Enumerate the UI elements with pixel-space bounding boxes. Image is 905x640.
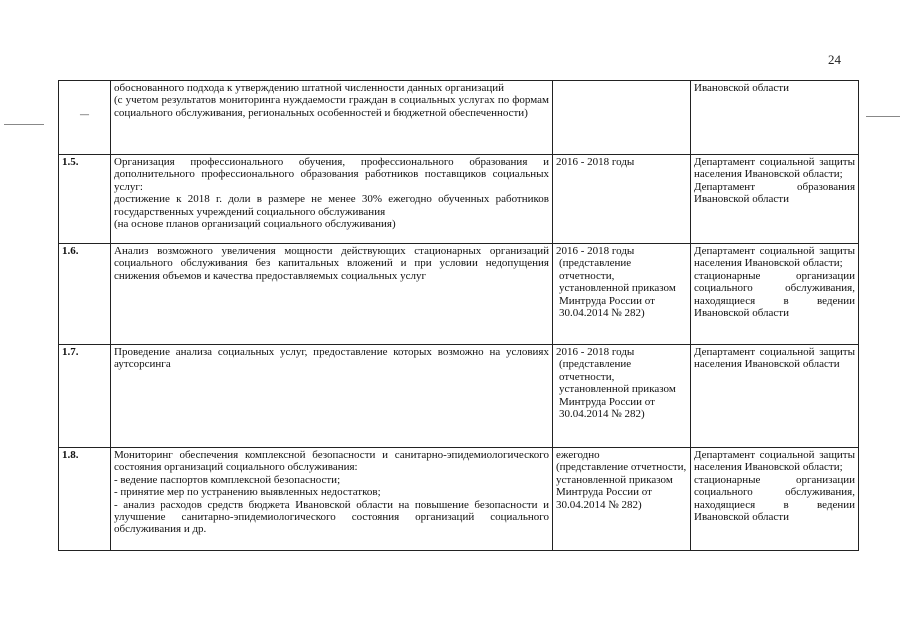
term-text: 2016 - 2018 годы [556,346,635,358]
term-text: ежегодно [556,449,600,461]
scan-mark-left [4,124,44,125]
activity-cell [111,345,553,448]
row-number-cell [59,345,111,448]
table-row [59,81,859,155]
row-number-cell [59,448,111,551]
responsible-text: Департамент социальной защиты населения Ивановской области [694,346,855,371]
row-number-cell [59,155,111,244]
activity-cell [111,155,553,244]
activity-text: - ведение паспортов комплексной безопасности; [114,473,341,486]
term-note: (представление отчетности, установленной приказом Минтруда России от 30.04.2014 № 282) [556,461,687,511]
activity-cell [111,81,553,155]
table-row [59,345,859,448]
row-number-cell [59,244,111,345]
activity-cell [111,244,553,345]
responsible-text: Департамент социальной защиты населения Ивановской области; [694,245,855,270]
row-number: 1.7. [62,346,79,358]
term-text: 2016 - 2018 годы [556,245,635,257]
term-note: (представление отчетности, установленной приказом Минтруда России от 30.04.2014 № 282) [559,358,676,421]
responsible-text: стационарные организации социального обслуживания, находящиеся в ведении Ивановской области [694,269,855,320]
scan-mark-right [866,116,900,117]
row-number: 1.5. [62,156,79,168]
responsible-cell [691,81,859,155]
activity-text: (на основе планов организаций социального обслуживания) [114,218,396,231]
row-number-mark: — [80,109,89,119]
responsible-cell [691,448,859,551]
plan-table [58,80,859,551]
activity-text: Анализ возможного увеличения мощности действующих стационарных организаций социального обслуживания без капитальных вложений и при условии недопущения снижения объемов и качества предоставляемых социальных услуг [114,245,549,282]
term-note: (представление отчетности, установленной приказом Минтруда России от 30.04.2014 № 282) [559,257,676,320]
table-row [59,244,859,345]
activity-text: - принятие мер по устранению выявленных недостатков; [114,486,381,499]
activity-text: обоснованного подхода к утверждению штатной численности данных организаций [114,82,505,94]
responsible-cell [691,155,859,244]
activity-text: Организация профессионального обучения, профессионального образования и дополнительного профессионального образования работников поставщиков социальных услуг: [114,156,549,193]
term-cell [553,155,691,244]
activity-text: Мониторинг обеспечения комплексной безопасности и санитарно-эпидемиологического состояния организаций социального обслуживания: [114,449,549,474]
table-row [59,448,859,551]
responsible-text: Департамент социальной защиты населения Ивановской области; [694,156,855,181]
activity-cell [111,448,553,551]
term-cell [553,345,691,448]
activity-text: (с учетом результатов мониторинга нуждаемости граждан в социальных услугах по формам социального обслуживания, региональных особенностей и бюджетной обеспеченности) [114,94,549,119]
responsible-text: Департамент социальной защиты населения Ивановской области; [694,449,855,474]
term-cell [553,81,691,155]
activity-text: - анализ расходов средств бюджета Ивановской области на повышение безопасности и улучшение санитарно-эпидемиологического состояния организаций социального обслуживания и др. [114,498,549,536]
term-cell [553,244,691,345]
term-text: 2016 - 2018 годы [556,156,635,168]
row-number: 1.6. [62,245,79,257]
responsible-cell [691,244,859,345]
responsible-text: стационарные организации социального обслуживания, находящиеся в ведении Ивановской области [694,473,855,524]
row-number: 1.8. [62,449,79,461]
row-number-cell [59,81,111,155]
table-row [59,155,859,244]
page-number: 24 [828,52,841,67]
responsible-text: Ивановской области [694,82,789,94]
responsible-text: Департамент образования Ивановской области [694,180,855,206]
term-cell [553,448,691,551]
responsible-cell [691,345,859,448]
activity-text: Проведение анализа социальных услуг, предоставление которых возможно на условиях аутсорсинга [114,346,549,371]
activity-text: достижение к 2018 г. доли в размере не менее 30% ежегодно обученных работников государственных учреждений социального обслуживания [114,193,549,218]
